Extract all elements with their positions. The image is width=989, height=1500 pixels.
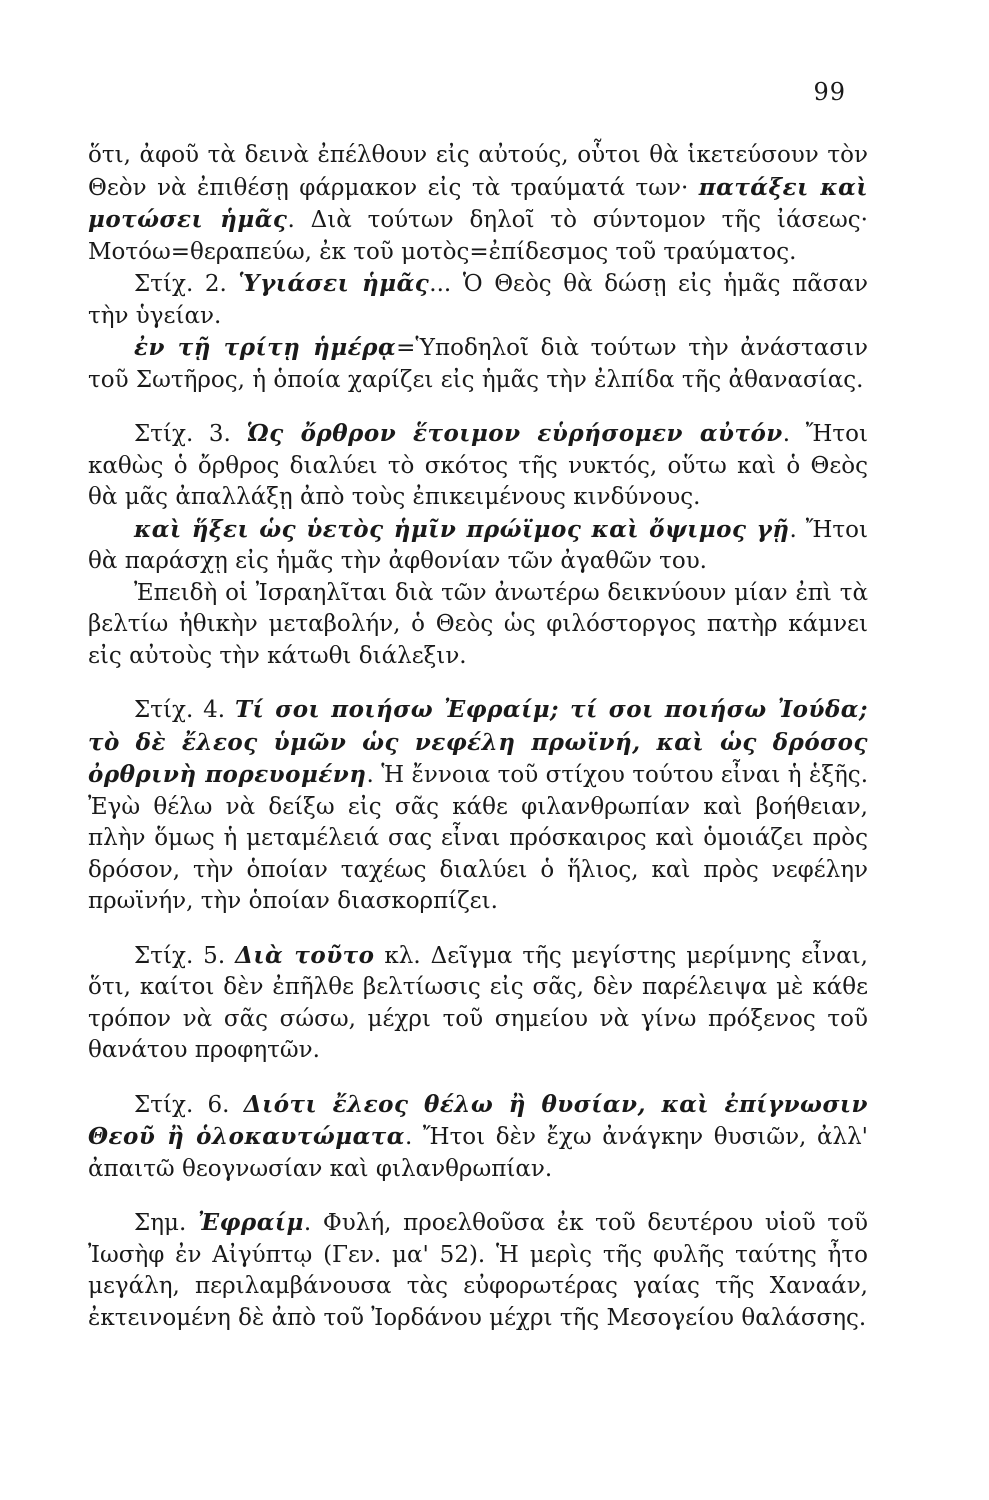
- paragraph: [88, 332, 868, 396]
- bold-lemma: Τί σοι ποιήσω Ἐφραίμ; τί σοι ποιήσω Ἰούδα; τὸ δὲ ἔλεος ὑμῶν ὡς νεφέλη πρωϊνή, καὶ ὡς δρόσος ὀρθρινὴ πορευομένη: [88, 696, 868, 788]
- text-span: . Ἤτοι καθὼς ὁ ὄρθρος διαλύει τὸ σκότος τῆς νυκτός, οὕτω καὶ ὁ Θεὸς θὰ μᾶς ἀπαλλάξῃ ἀπὸ τοὺς ἐπικειμένους κινδύνους.: [88, 421, 869, 510]
- bold-lemma: ἐν τῇ τρίτῃ ἡμέρᾳ: [134, 334, 397, 361]
- text-span: Στίχ. 2.: [134, 271, 239, 297]
- bold-lemma: Ἐφραίμ: [198, 1209, 304, 1236]
- bold-lemma: πατάξει καὶ μοτώσει ἡμᾶς: [88, 173, 868, 233]
- text-span: . Ἤτοι δὲν ἔχω ἀνάγκην θυσιῶν, ἀλλ' ἀπαιτῶ θεογνωσίαν καὶ φιλανθρωπίαν.: [88, 1124, 868, 1182]
- bold-lemma: καὶ ἥξει ὡς ὑετὸς ἡμῖν πρώϊμος καὶ ὄψιμος γῇ: [134, 515, 790, 543]
- text-span: Στίχ. 4.: [134, 697, 235, 723]
- text-span: Στίχ. 5.: [134, 942, 236, 969]
- paragraph: [88, 694, 868, 918]
- bold-lemma: Ὑγιάσει ἡμᾶς: [238, 270, 430, 297]
- text-span: Στίχ. 3.: [134, 421, 247, 447]
- bold-lemma: Διὰ τοῦτο: [235, 941, 375, 969]
- text-span: Στίχ. 6.: [134, 1091, 244, 1118]
- paragraph: [88, 268, 868, 332]
- text-span: . Ἡ ἔννοια τοῦ στίχου τούτου εἶναι ἡ ἑξῆς. Ἐγὼ θέλω νὰ δείξω εἰς σᾶς κάθε φιλανθρωπίαν καὶ βοήθειαν, πλὴν ὅμως ἡ μεταμέλειά σας εἶναι πρόσκαιρος καὶ ὁμοιάζει πρὸς δρόσον, τὴν ὁποίαν ταχέως διαλύει ὁ ἥλιος, καὶ πρὸς νεφέλην πρωϊνήν, τὴν ὁποίαν διασκορπίζει.: [88, 762, 869, 914]
- text-span: . Φυλή, προελθοῦσα ἐκ τοῦ δευτέρου υἱοῦ τοῦ Ἰωσὴφ ἐν Αἰγύπτῳ (Γεν. μα' 52). Ἡ μερὶς τῆς φυλῆς ταύτης ἦτο μεγάλη, περιλαμβάνουσα τὰς εὐφορωτέρας γαίας τῆς Χαναάν, ἐκτεινομένη δὲ ἀπὸ τοῦ Ἰορδάνου μέχρι τῆς Μεσογείου θαλάσσης.: [88, 1210, 868, 1331]
- paragraph: [88, 940, 868, 1067]
- text-span: κλ. Δεῖγμα τῆς μεγίστης μερίμνης εἶναι, ὅτι, καίτοι δὲν ἐπῆλθε βελτίωσις εἰς σᾶς, δὲν παρέλειψα μὲ κάθε τρόπον νὰ σᾶς σώσω, μέχρι τοῦ σημείου νὰ γίνω πρόξενος τοῦ θανάτου προφητῶν.: [88, 942, 868, 1063]
- text-span: . Διὰ τούτων δηλοῖ τὸ σύντομον τῆς ἰάσεως· Μοτόω=θεραπεύω, ἐκ τοῦ μοτὸς=ἐπίδεσμος τοῦ τραύματος.: [88, 207, 868, 265]
- text-span: Σημ.: [134, 1210, 199, 1236]
- paragraph: [88, 418, 868, 514]
- paragraph: [88, 140, 868, 268]
- text-span: =Ὑποδηλοῖ διὰ τούτων τὴν ἀνάστασιν τοῦ Σωτῆρος, ἡ ὁποία χαρίζει εἰς ἡμᾶς τὴν ἐλπίδα τῆς ἀθανασίας.: [88, 335, 869, 393]
- page-number: 99: [813, 78, 846, 106]
- text-body: [88, 140, 868, 1334]
- text-span: ... Ὁ Θεὸς θὰ δώσῃ εἰς ἡμᾶς πᾶσαν τὴν ὑγείαν.: [88, 271, 869, 329]
- text-span: . Ἤτοι θὰ παράσχῃ εἰς ἡμᾶς τὴν ἀφθονίαν τῶν ἀγαθῶν του.: [88, 516, 868, 574]
- paragraph: [88, 1089, 868, 1186]
- text-span: ὅτι, ἀφοῦ τὰ δεινὰ ἐπέλθουν εἰς αὐτούς, οὗτοι θὰ ἱκετεύσουν τὸν Θεὸν νὰ ἐπιθέσῃ φάρμακον εἰς τὰ τραύματά των·: [88, 142, 868, 201]
- paragraph: [88, 1207, 868, 1334]
- bold-lemma: Διότι ἔλεος θέλω ἢ θυσίαν, καὶ ἐπίγνωσιν Θεοῦ ἢ ὁλοκαυτώματα: [88, 1090, 869, 1150]
- text-span: Ἐπειδὴ οἱ Ἰσραηλῖται διὰ τῶν ἀνωτέρω δεικνύουν μίαν ἐπὶ τὰ βελτίω ἠθικὴν μεταβολήν, ὁ Θεὸς ὡς φιλόστοργος πατὴρ κάμνει εἰς αὐτοὺς τὴν κάτωθι διάλεξιν.: [88, 579, 868, 669]
- paragraph: [88, 514, 868, 578]
- bold-lemma: Ὡς ὄρθρον ἕτοιμον εὑρήσομεν αὐτόν: [246, 420, 783, 447]
- paragraph: [88, 578, 868, 673]
